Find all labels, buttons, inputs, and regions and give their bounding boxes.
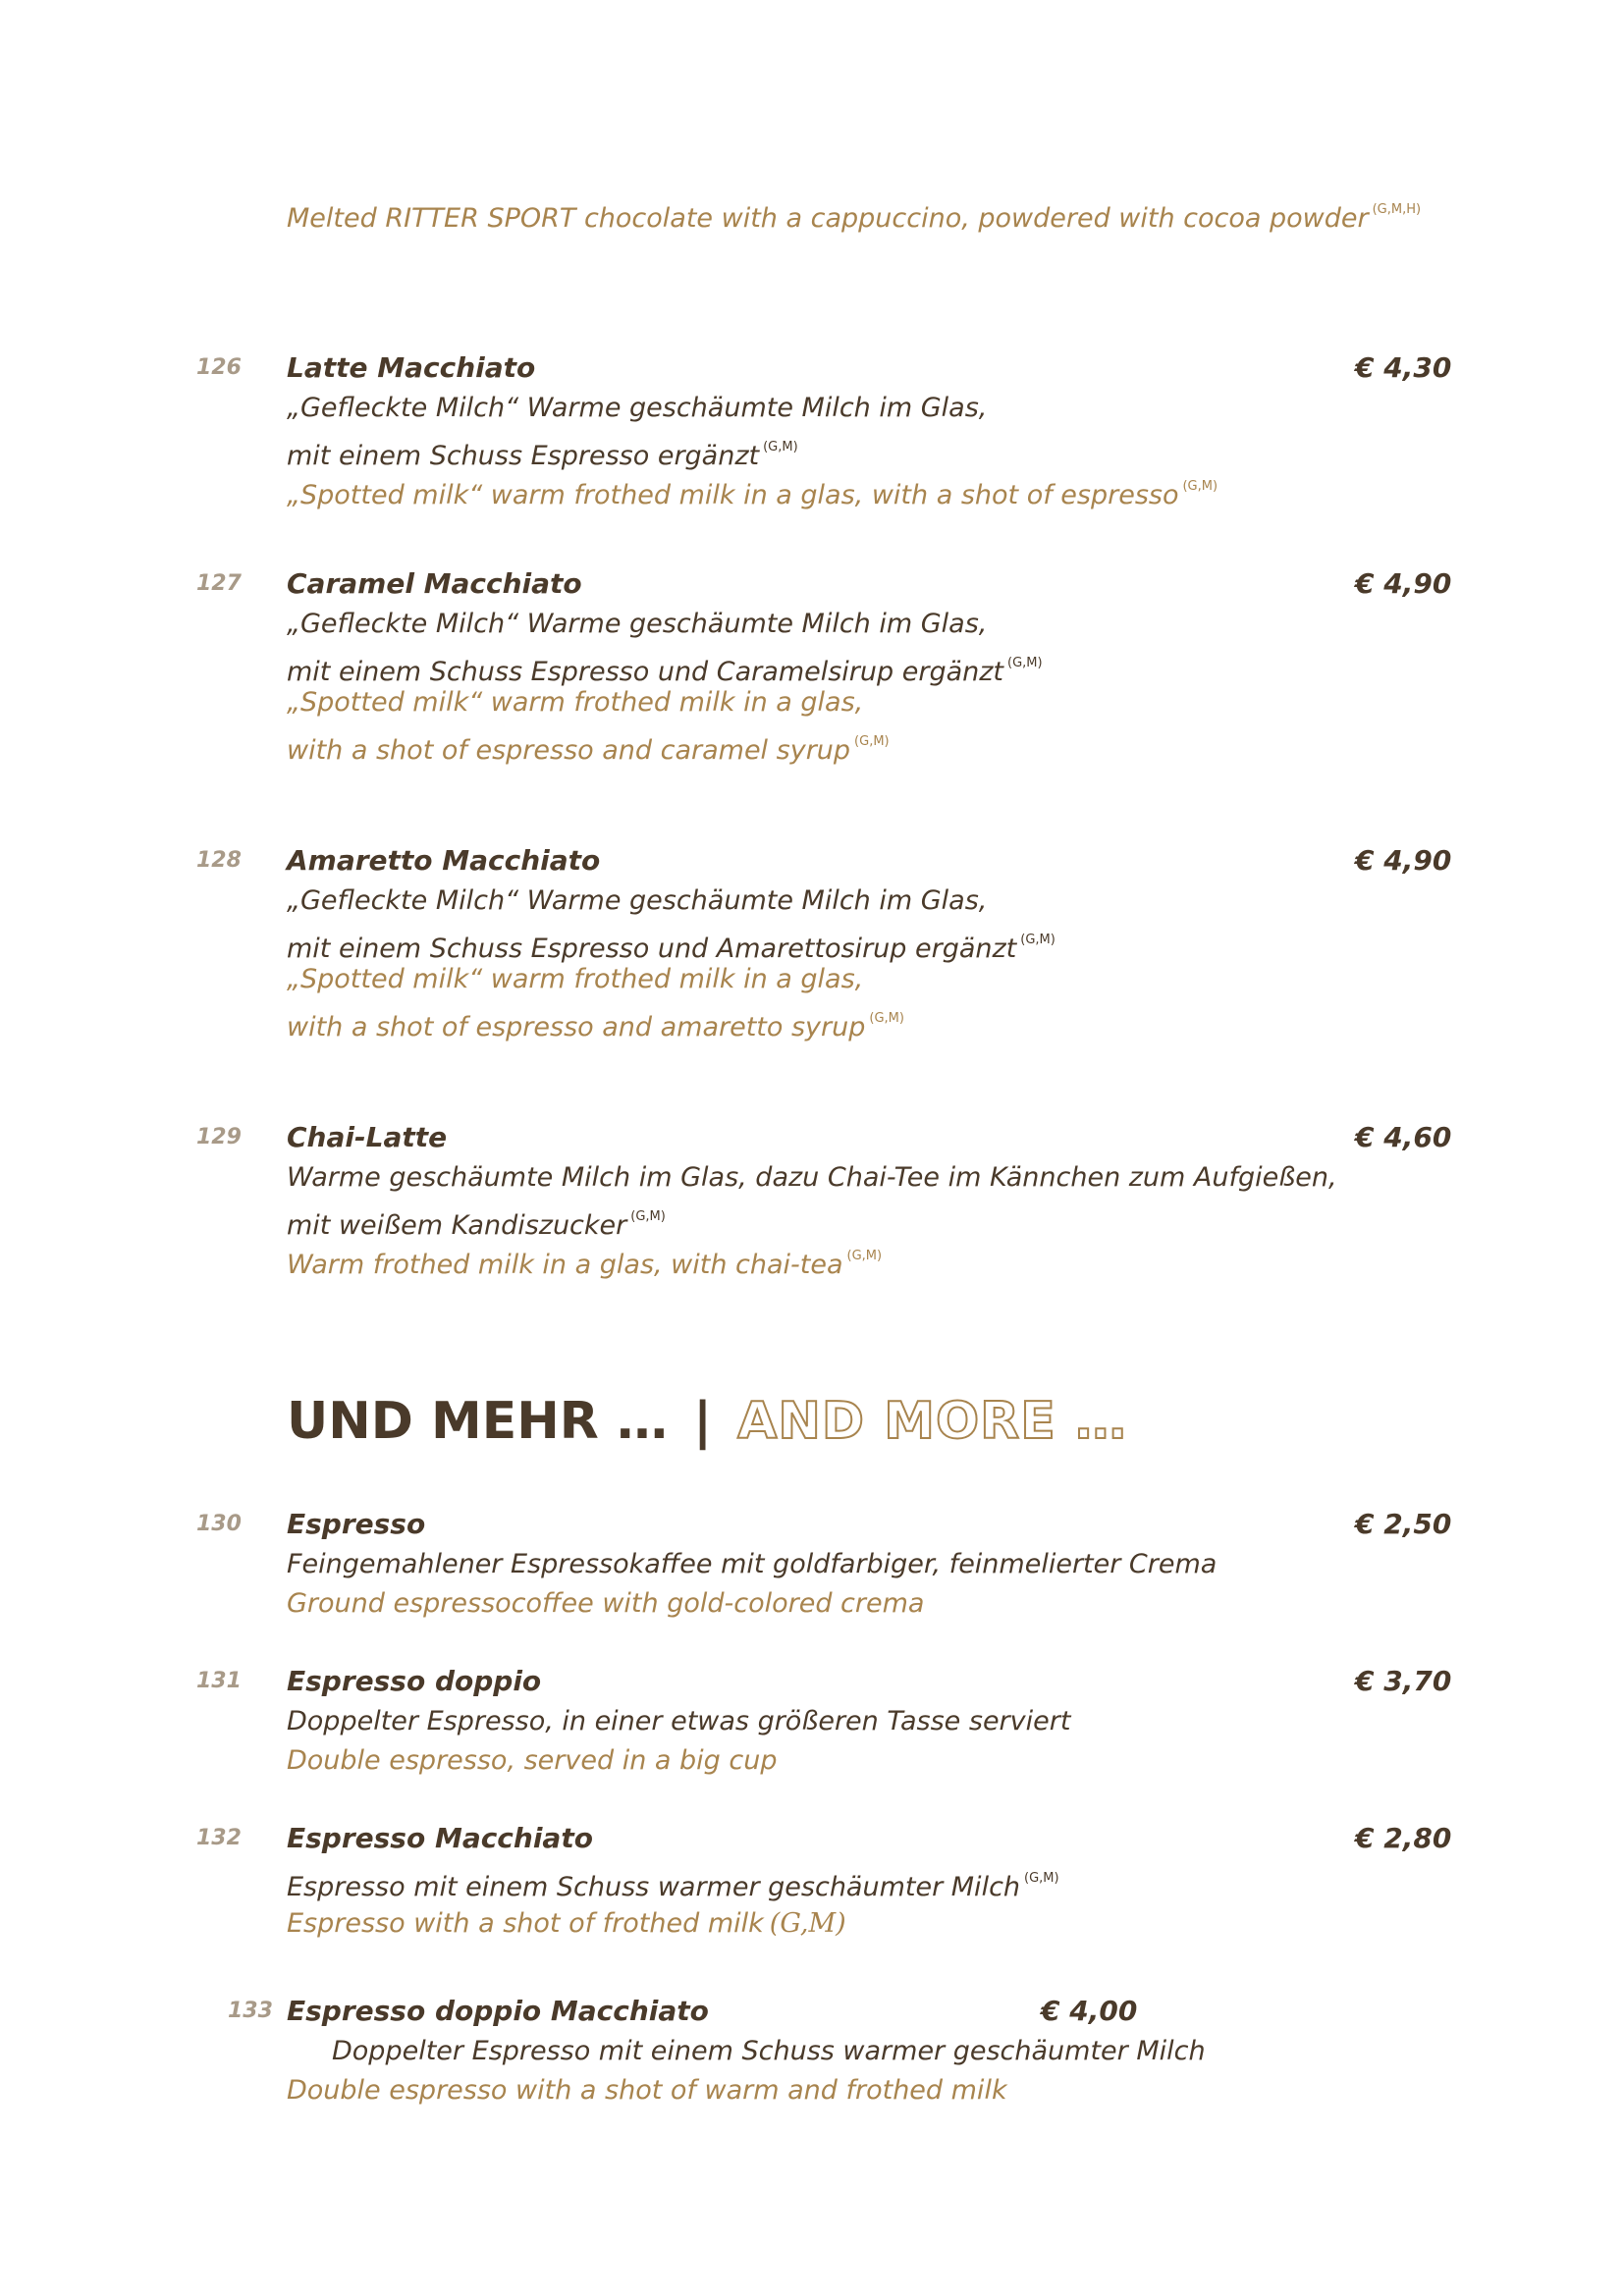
item-description-de: Feingemahlener Espressokaffee mit goldfarbiger, feinmelierter Crema [287, 1549, 1218, 1579]
item-description-en: with a shot of espresso and amaretto syrup $^{(G,M)}$ [287, 1011, 904, 1042]
section-heading [287, 1392, 1127, 1451]
item-description-en: Double espresso with a shot of warm and frothed milk [287, 2075, 1007, 2106]
item-price: € 3,70 [1355, 1665, 1452, 1697]
item-price: € 4,00 [1041, 1995, 1138, 2027]
item-price: € 2,80 [1355, 1822, 1452, 1854]
item-title: Espresso doppio [287, 1665, 542, 1697]
item-description-en: „Spotted milk“ warm frothed milk in a glas, with a shot of espresso $^{(G,M)}$ [287, 479, 1218, 510]
item-price: € 4,30 [1355, 351, 1452, 384]
item-number: 131 [196, 1669, 242, 1693]
section-separator: | [693, 1392, 713, 1451]
item-number: 127 [196, 571, 242, 596]
item-price: € 4,90 [1355, 844, 1452, 877]
item-number: 130 [196, 1512, 242, 1536]
item-description-en: „Spotted milk“ warm frothed milk in a glas, [287, 964, 864, 994]
item-description-de: Doppelter Espresso mit einem Schuss warmer geschäumter Milch [332, 2036, 1206, 2066]
item-title: Caramel Macchiato [287, 567, 582, 600]
item-description-de: Doppelter Espresso, in einer etwas größeren Tasse serviert [287, 1706, 1071, 1736]
item-description-de: „Gefleckte Milch“ Warme geschäumte Milch im Glas, [287, 885, 988, 916]
intro-text: Melted RITTER SPORT chocolate with a cappuccino, powdered with cocoa powder $^{(G,M,H)}$ [287, 202, 1422, 234]
item-price: € 2,50 [1355, 1508, 1452, 1540]
item-description-de: mit weißem Kandiszucker $^{(G,M)}$ [287, 1209, 666, 1241]
item-number: 132 [196, 1826, 242, 1850]
item-title: Amaretto Macchiato [287, 844, 601, 877]
item-description-de: mit einem Schuss Espresso ergänzt $^{(G,M)}$ [287, 440, 798, 471]
item-description-en: Espresso with a shot of frothed milk (G,M) [287, 1908, 846, 1939]
item-description-en: Ground espressocoffee with gold-colored crema [287, 1588, 925, 1619]
item-description-de: „Gefleckte Milch“ Warme geschäumte Milch im Glas, [287, 609, 988, 639]
item-description-en: with a shot of espresso and caramel syrup $^{(G,M)}$ [287, 734, 890, 766]
item-number: 128 [196, 848, 242, 873]
item-description-en: „Spotted milk“ warm frothed milk in a glas, [287, 687, 864, 718]
item-description-en: Double espresso, served in a big cup [287, 1745, 778, 1776]
item-title: Espresso [287, 1508, 426, 1540]
section-title-de: UND MEHR … [287, 1392, 668, 1451]
item-title: Espresso Macchiato [287, 1822, 593, 1854]
item-number: 126 [196, 355, 242, 380]
section-title-en: AND MORE … [737, 1392, 1127, 1451]
item-description-de: mit einem Schuss Espresso und Caramelsirup ergänzt $^{(G,M)}$ [287, 656, 1043, 687]
item-description-de: mit einem Schuss Espresso und Amarettosirup ergänzt $^{(G,M)}$ [287, 933, 1056, 964]
item-number: 129 [196, 1125, 242, 1149]
item-title: Espresso doppio Macchiato [287, 1995, 709, 2027]
item-price: € 4,90 [1355, 567, 1452, 600]
item-description-de: Espresso mit einem Schuss warmer geschäumter Milch $^{(G,M)}$ [287, 1871, 1059, 1902]
item-number: 133 [228, 1999, 273, 2023]
item-title: Chai-Latte [287, 1121, 448, 1153]
item-title: Latte Macchiato [287, 351, 536, 384]
item-description-en: Warm frothed milk in a glas, with chai-tea $^{(G,M)}$ [287, 1249, 883, 1280]
item-description-de: Warme geschäumte Milch im Glas, dazu Chai-Tee im Kännchen zum Aufgießen, [287, 1162, 1337, 1193]
item-price: € 4,60 [1355, 1121, 1452, 1153]
item-description-de: „Gefleckte Milch“ Warme geschäumte Milch im Glas, [287, 393, 988, 423]
